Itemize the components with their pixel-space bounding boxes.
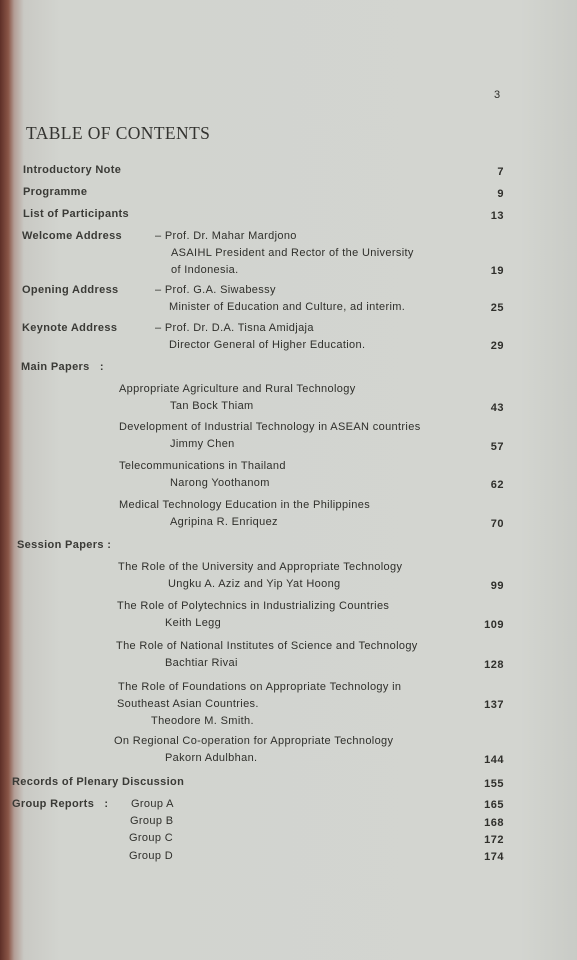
paper-title: Appropriate Agriculture and Rural Technology <box>119 383 356 395</box>
paper-page: 137 <box>484 699 504 711</box>
toc-entry-records: Records of Plenary Discussion <box>12 776 185 788</box>
group-page: 174 <box>484 851 504 863</box>
toc-speaker: – Prof. G.A. Siwabessy <box>155 284 276 296</box>
paper-page: 128 <box>484 659 504 671</box>
paper-author: Pakorn Adulbhan. <box>165 752 258 764</box>
toc-page-opening-address: 25 <box>490 302 504 314</box>
toc-entry-introductory-note: Introductory Note <box>23 164 122 176</box>
toc-page-keynote-address: 29 <box>490 340 504 352</box>
page-title: TABLE OF CONTENTS <box>26 123 211 143</box>
group-name: Group D <box>129 850 174 862</box>
paper-page: 99 <box>490 580 504 592</box>
section-heading-session-papers: Session Papers : <box>17 539 112 551</box>
paper-page: 70 <box>490 518 504 530</box>
paper-title-continued: Southeast Asian Countries. <box>117 698 259 710</box>
paper-page: 62 <box>490 479 504 491</box>
group-page: 168 <box>484 817 504 829</box>
book-spine-shadow <box>0 0 14 960</box>
toc-entry-welcome-address: Welcome Address <box>22 230 123 242</box>
paper-page: 43 <box>490 402 504 414</box>
toc-speaker-role: Minister of Education and Culture, ad interim. <box>169 301 406 313</box>
toc-entry-list-of-participants: List of Participants <box>23 208 130 220</box>
paper-title: Telecommunications in Thailand <box>119 460 286 472</box>
toc-speaker: – Prof. Dr. Mahar Mardjono <box>155 230 297 242</box>
paper-author: Ungku A. Aziz and Yip Yat Hoong <box>168 578 341 590</box>
toc-page-list-of-participants: 13 <box>490 210 504 222</box>
paper-author: Keith Legg <box>165 617 222 629</box>
group-name: Group B <box>130 815 174 827</box>
toc-speaker-role: of Indonesia. <box>171 264 239 276</box>
section-heading-main-papers: Main Papers : <box>21 361 104 373</box>
toc-entry-group-reports: Group Reports : <box>12 798 109 810</box>
paper-title: The Role of National Institutes of Science and Technology <box>116 640 418 652</box>
toc-speaker-role: Director General of Higher Education. <box>169 339 366 351</box>
group-page: 172 <box>484 834 504 846</box>
paper-title: The Role of Polytechnics in Industrializing Countries <box>117 600 390 612</box>
toc-page-programme: 9 <box>497 188 504 200</box>
paper-title: The Role of Foundations on Appropriate Technology in <box>118 681 402 693</box>
paper-title: On Regional Co-operation for Appropriate Technology <box>114 735 394 747</box>
toc-entry-opening-address: Opening Address <box>22 284 119 296</box>
group-name: Group A <box>131 798 174 810</box>
paper-title: Medical Technology Education in the Philippines <box>119 499 371 511</box>
group-name: Group C <box>129 832 174 844</box>
toc-speaker: – Prof. Dr. D.A. Tisna Amidjaja <box>155 322 314 334</box>
paper-author: Theodore M. Smith. <box>151 715 254 727</box>
page-number: 3 <box>494 89 501 101</box>
paper-author: Bachtiar Rivai <box>165 657 238 669</box>
paper-author: Agripina R. Enriquez <box>170 516 278 528</box>
paper-page: 109 <box>484 619 504 631</box>
toc-page-records: 155 <box>484 778 504 790</box>
paper-author: Jimmy Chen <box>170 438 235 450</box>
paper-author: Tan Bock Thiam <box>170 400 254 412</box>
paper-page: 57 <box>490 441 504 453</box>
toc-speaker-role: ASAIHL President and Rector of the University <box>171 247 414 259</box>
paper-page: 144 <box>484 754 504 766</box>
toc-page-welcome-address: 19 <box>490 265 504 277</box>
paper-author: Narong Yoothanom <box>170 477 270 489</box>
paper-title: The Role of the University and Appropriate Technology <box>118 561 403 573</box>
group-page: 165 <box>484 799 504 811</box>
toc-page-introductory-note: 7 <box>497 166 504 178</box>
paper-title: Development of Industrial Technology in ASEAN countries <box>119 421 421 433</box>
toc-entry-keynote-address: Keynote Address <box>22 322 118 334</box>
toc-entry-programme: Programme <box>23 186 88 198</box>
